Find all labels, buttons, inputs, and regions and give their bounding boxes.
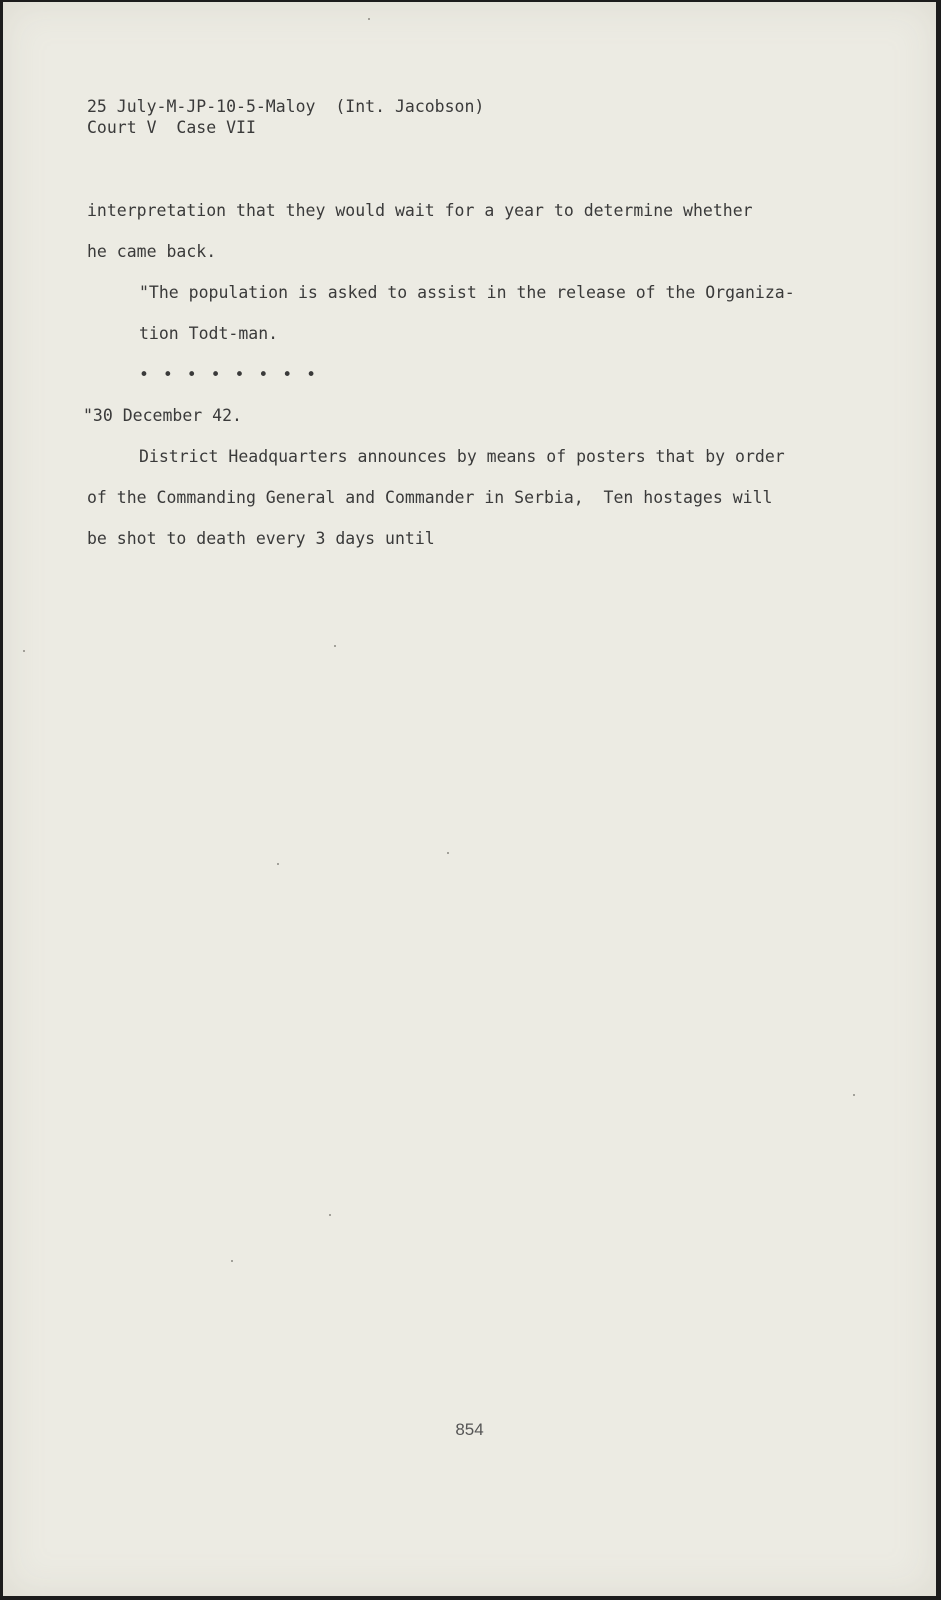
paper-speck	[853, 1094, 855, 1096]
paper-speck	[23, 650, 25, 652]
body-line-4: tion Todt-man.	[139, 324, 279, 343]
paper-speck	[277, 863, 279, 865]
paper-speck	[231, 1260, 233, 1262]
body-line-1: interpretation that they would wait for a year to determine whether	[87, 201, 753, 220]
paper-speck	[329, 1214, 331, 1216]
paper-speck	[368, 18, 370, 20]
header-line-2: Court V Case VII	[87, 118, 256, 137]
body-line-8: of the Commanding General and Commander in Serbia, Ten hostages will	[87, 488, 773, 507]
body-line-3: "The population is asked to assist in the release of the Organiza-	[139, 283, 795, 302]
paper-speck	[447, 852, 449, 854]
ellipsis-dots: • • • • • • • •	[139, 365, 319, 384]
body-line-2: he came back.	[87, 242, 217, 261]
body-line-9: be shot to death every 3 days until	[87, 529, 435, 548]
paper-speck	[334, 645, 336, 647]
page-number: 854	[455, 1420, 484, 1439]
body-line-7: District Headquarters announces by means of posters that by order	[139, 447, 785, 466]
header-line-1: 25 July-M-JP-10-5-Maloy (Int. Jacobson)	[87, 97, 485, 116]
document-page	[3, 2, 936, 1596]
body-line-6: "30 December 42.	[83, 406, 242, 425]
